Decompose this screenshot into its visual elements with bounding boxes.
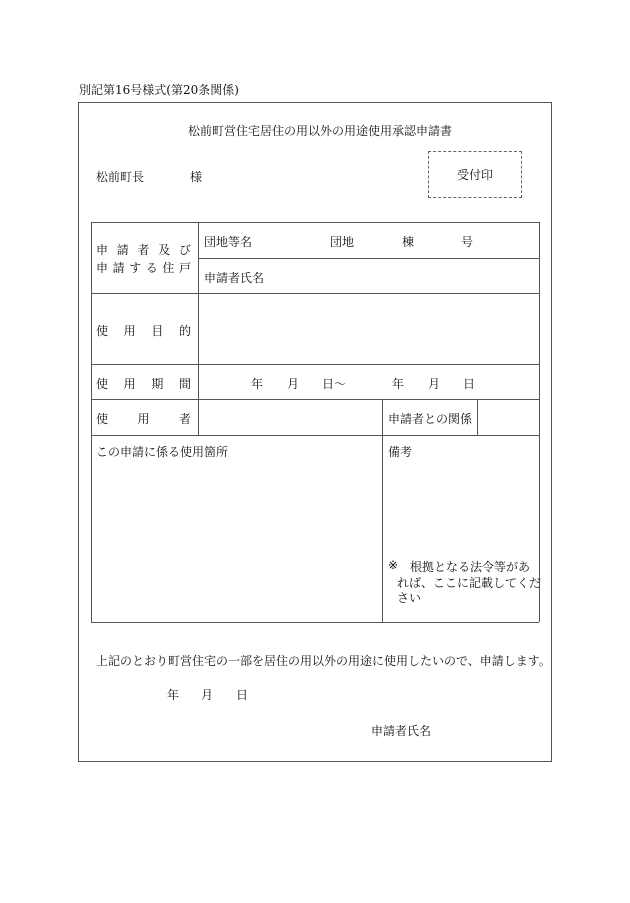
- reception-stamp-label: 受付印: [456, 168, 493, 182]
- tou-label: 棟: [402, 235, 415, 249]
- label-char: 及: [158, 243, 171, 257]
- period-start-year: 年: [251, 377, 264, 391]
- label-char: 者: [137, 243, 150, 257]
- label-char: 者: [178, 412, 191, 426]
- table-line-v-relation: [477, 399, 478, 435]
- label-char: 申: [96, 261, 109, 275]
- applicant-label-line1: [96, 241, 191, 258]
- remarks-note-line3: さい: [397, 591, 422, 605]
- label-char: び: [178, 243, 191, 257]
- form-title: 松前町営住宅居住の用以外の用途使用承認申請書: [188, 124, 453, 138]
- label-char: 住: [162, 261, 175, 275]
- label-char: 目: [151, 324, 164, 338]
- remarks-note-line1: 根拠となる法令等があ: [410, 560, 531, 574]
- period-end-day: 日: [463, 377, 476, 391]
- label-char: す: [129, 261, 142, 275]
- remarks-note-line2: れば、ここに記載してくだ: [397, 576, 542, 590]
- table-line-h4: [91, 399, 539, 400]
- applicant-name-label: 申請者氏名: [204, 271, 265, 285]
- application-statement: 上記のとおり町営住宅の一部を居住の用以外の用途に使用したいので、申請します。: [96, 654, 551, 668]
- table-line-bottom: [91, 622, 539, 623]
- label-char: 戸: [178, 261, 191, 275]
- label-char: 用: [123, 377, 136, 391]
- period-start-month: 月: [287, 377, 300, 391]
- period-start-day: 日〜: [322, 377, 347, 391]
- reception-stamp-box: [428, 151, 522, 198]
- signature-label: 申請者氏名: [371, 724, 432, 738]
- table-line-h5: [91, 435, 539, 436]
- applicant-label-line2: [96, 259, 191, 276]
- label-char: 用: [123, 324, 136, 338]
- label-char: 使: [96, 377, 109, 391]
- period-end-month: 月: [428, 377, 441, 391]
- label-char: 的: [178, 324, 191, 338]
- table-line-h1: [198, 258, 539, 259]
- remarks-note-mark: ※: [388, 558, 399, 572]
- period-label: [96, 375, 191, 392]
- label-char: 請: [112, 261, 125, 275]
- table-line-h3: [91, 364, 539, 365]
- purpose-label: [96, 322, 191, 339]
- user-label: [96, 410, 191, 427]
- table-line-v-label: [198, 222, 199, 435]
- label-char: 請: [116, 243, 129, 257]
- relation-label: 申請者との関係: [388, 412, 473, 426]
- table-line-left: [91, 222, 92, 622]
- label-char: 申: [96, 243, 109, 257]
- date-year: 年: [167, 688, 180, 702]
- table-line-right: [539, 222, 540, 622]
- gou-label: 号: [461, 235, 474, 249]
- estate-name-label: 団地等名: [204, 235, 253, 249]
- period-end-year: 年: [392, 377, 405, 391]
- label-char: 期: [151, 377, 164, 391]
- table-line-top: [91, 222, 539, 223]
- addressee: 松前町長: [96, 170, 145, 184]
- date-day: 日: [236, 688, 249, 702]
- addressee-honorific: 様: [190, 170, 203, 184]
- remarks-label: 備考: [388, 445, 413, 459]
- label-char: 間: [178, 377, 191, 391]
- table-line-v-split: [382, 399, 383, 622]
- form-number-note: 別記第16号様式(第20条関係): [79, 83, 239, 97]
- danchi-label: 団地: [330, 235, 355, 249]
- label-char: 用: [137, 412, 150, 426]
- label-char: 使: [96, 412, 109, 426]
- label-char: 使: [96, 324, 109, 338]
- table-line-h2: [91, 293, 539, 294]
- label-char: る: [145, 261, 158, 275]
- location-label: この申請に係る使用箇所: [96, 445, 229, 459]
- date-month: 月: [201, 688, 214, 702]
